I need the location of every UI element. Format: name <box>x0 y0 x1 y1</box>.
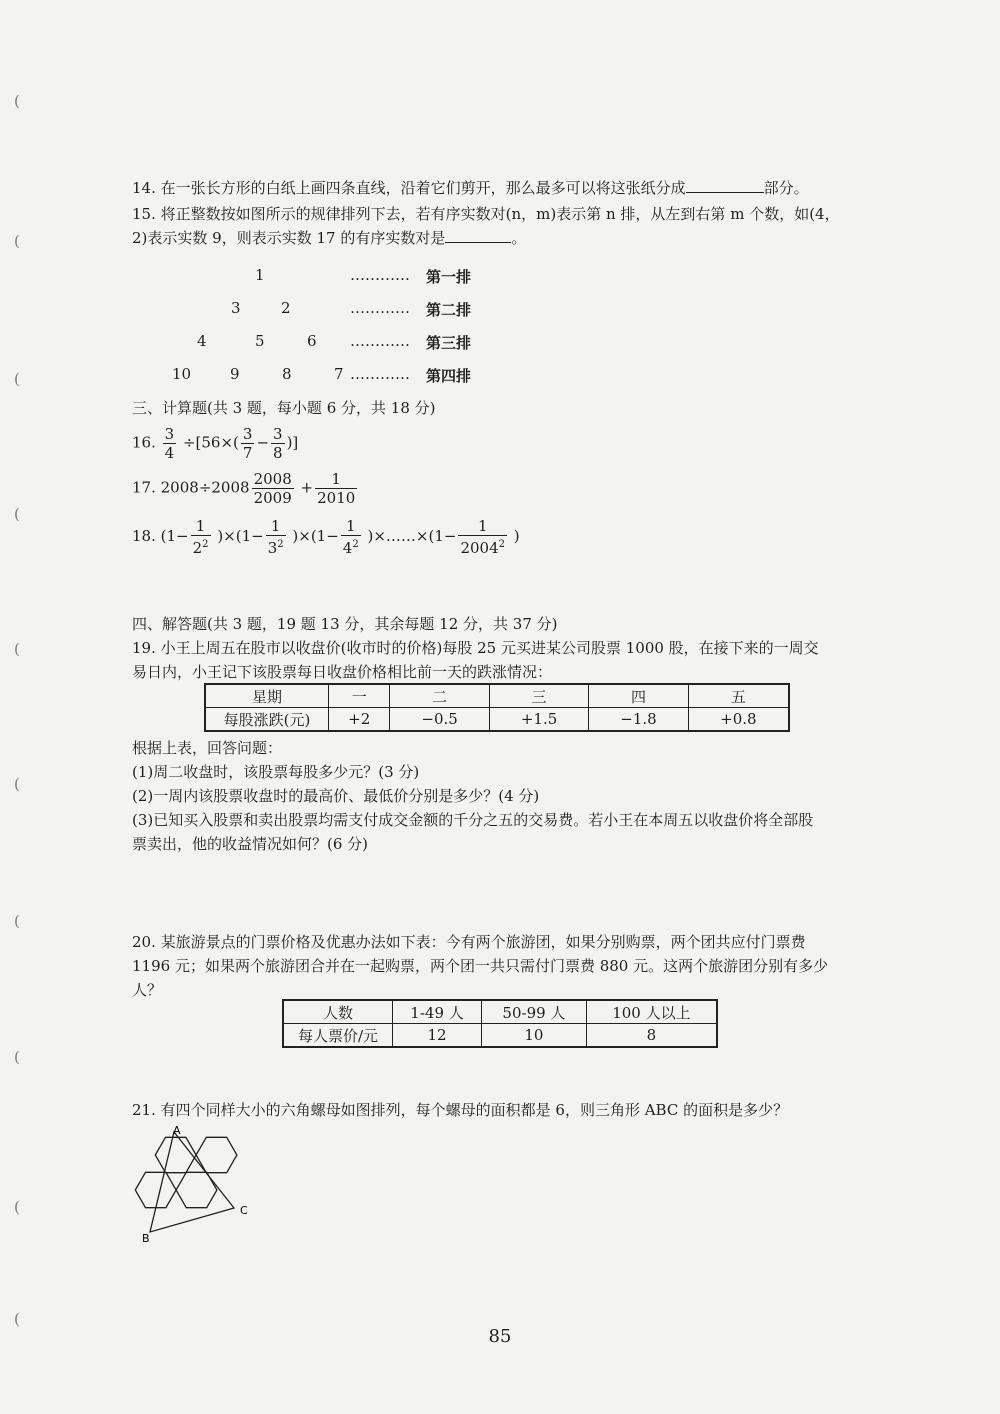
stock-change-table <box>204 683 790 732</box>
question-19-part2: (2)一周内该股票收盘时的最高价、最低价分别是多少？(4 分) <box>132 787 540 805</box>
question-16 <box>132 425 298 462</box>
section-heading-3: 三、计算题(共 3 题，每小题 6 分，共 18 分) <box>132 399 436 417</box>
table-header: 人数 <box>283 1000 393 1024</box>
question-text: 小王上周五在股市以收盘价(收市时的价格)每股 25 元买进某公司股票 1000 股，在接下来的一周交 <box>160 639 819 657</box>
math-text: )×……×(1− <box>367 527 457 545</box>
math-text: )×(1− <box>292 527 339 545</box>
fraction: $\frac{2008}{2009}$ <box>253 470 292 507</box>
question-number: 20. <box>132 933 156 951</box>
question-text: 某旅游景点的门票价格及优惠办法如下表：今有两个旅游团，如果分别购票，两个团共应付门票费 <box>160 933 806 951</box>
margin-mark: ( <box>14 1048 20 1066</box>
hexagon-nut <box>155 1137 196 1172</box>
question-15 <box>132 204 840 224</box>
question-number: 14. <box>132 179 156 197</box>
row-label: 第二排 <box>426 301 472 319</box>
question-text: 。 <box>511 229 527 247</box>
question-number: 18. <box>132 527 156 545</box>
table-header: 100 人以上 <box>586 1000 717 1024</box>
question-text: 在一张长方形的白纸上画四条直线，沿着它们剪开，那么最多可以将这张纸分成 <box>160 179 686 197</box>
table-header: 二 <box>390 684 489 708</box>
question-19-part3: (3)已知买入股票和卖出股票均需支付成交金额的千分之五的交易费。若小王在本周五以收盘价将全部股 <box>132 811 814 829</box>
question-number: 16. <box>132 433 156 452</box>
hexagon-nut <box>135 1172 176 1207</box>
triangle-number: 1 <box>255 266 265 284</box>
question-19 <box>132 638 819 658</box>
vertex-label-b: B <box>142 1232 150 1245</box>
row-leader-dots: ………… <box>350 266 410 284</box>
table-row <box>205 684 789 708</box>
fraction: $\frac{1}{3^2}$ <box>267 517 284 557</box>
math-text: − <box>256 433 270 452</box>
question-19-line2: 易日内，小王记下该股票每日收盘价格相比前一天的跌涨情况： <box>132 663 553 681</box>
table-header: 1-49 人 <box>393 1000 482 1024</box>
triangle-number: 4 <box>197 332 207 350</box>
triangle-number: 7 <box>334 365 344 383</box>
table-cell: +1.5 <box>489 708 588 732</box>
margin-mark: ( <box>14 912 20 930</box>
fraction: $\frac{3}{8}$ <box>273 425 283 462</box>
triangle-number: 9 <box>230 365 240 383</box>
section-heading-4: 四、解答题(共 3 题，19 题 13 分，其余每题 12 分，共 37 分) <box>132 615 558 633</box>
fraction: $\frac{1}{4^2}$ <box>342 517 359 557</box>
table-cell: 12 <box>393 1024 482 1048</box>
table-header: 三 <box>489 684 588 708</box>
table-row <box>283 1024 717 1048</box>
margin-mark: ( <box>14 1198 20 1216</box>
triangle-number: 8 <box>282 365 292 383</box>
table-cell: 每股涨跌(元) <box>205 708 329 732</box>
math-text: 2008÷2008 <box>160 478 250 497</box>
table-cell: −0.5 <box>390 708 489 732</box>
question-19-part3-cont: 票卖出，他的收益情况如何？(6 分) <box>132 835 369 853</box>
question-19-intro: 根据上表，回答问题： <box>132 739 283 757</box>
math-text: )×(1− <box>217 527 264 545</box>
question-text: 有四个同样大小的六角螺母如图排列，每个螺母的面积都是 6，则三角形 ABC 的面积是多少？ <box>160 1101 789 1119</box>
question-number: 17. <box>132 478 156 497</box>
question-21 <box>132 1100 788 1120</box>
margin-mark: ( <box>14 232 20 250</box>
row-leader-dots: ………… <box>350 332 410 350</box>
question-number: 15. <box>132 205 156 223</box>
triangle-number: 6 <box>307 332 317 350</box>
row-label: 第四排 <box>426 367 472 385</box>
question-20-line2: 1196 元；如果两个旅游团合并在一起购票，两个团一共只需付门票费 880 元。这两个旅游团分别有多少 <box>132 957 829 975</box>
vertex-label-c: C <box>240 1204 248 1217</box>
question-14 <box>132 178 809 198</box>
math-text: ) <box>513 527 520 545</box>
fraction: $\frac{1}{2010}$ <box>317 470 356 507</box>
table-header: 星期 <box>205 684 329 708</box>
table-header: 一 <box>329 684 390 708</box>
fraction: $\frac{3}{7}$ <box>242 425 253 462</box>
table-header: 50-99 人 <box>482 1000 587 1024</box>
vertex-label-a: A <box>173 1124 181 1137</box>
triangle-number: 2 <box>281 299 291 317</box>
math-text: (1− <box>160 527 189 545</box>
answer-blank <box>686 178 764 193</box>
table-header: 四 <box>589 684 688 708</box>
fraction: $\frac{3}{4}$ <box>164 425 175 462</box>
table-cell: 8 <box>586 1024 717 1048</box>
question-19-part1: (1)周二收盘时，该股票每股多少元？(3 分) <box>132 763 420 781</box>
answer-blank <box>445 228 511 243</box>
margin-mark: ( <box>14 1310 20 1328</box>
question-number: 19. <box>132 639 156 657</box>
table-cell: +0.8 <box>688 708 789 732</box>
table-cell: +2 <box>329 708 390 732</box>
triangle-number: 3 <box>231 299 241 317</box>
question-20-line3: 人？ <box>132 981 163 999</box>
question-20 <box>132 932 806 952</box>
triangle-number: 10 <box>172 365 192 383</box>
row-label: 第一排 <box>426 268 472 286</box>
math-text: )] <box>286 433 299 452</box>
page-number: 85 <box>488 1326 512 1347</box>
table-cell: 每人票价/元 <box>283 1024 393 1048</box>
question-text: 2)表示实数 9，则表示实数 17 的有序实数对是 <box>132 229 446 247</box>
margin-mark: ( <box>14 775 20 793</box>
fraction: $\frac{1}{2^2}$ <box>192 517 209 557</box>
question-17 <box>132 470 359 507</box>
math-text: ÷[56×( <box>182 433 239 452</box>
margin-mark: ( <box>14 640 20 658</box>
margin-mark: ( <box>14 92 20 110</box>
row-leader-dots: ………… <box>350 299 410 317</box>
question-15-line2 <box>132 228 526 248</box>
math-text: + <box>300 478 314 497</box>
margin-mark: ( <box>14 370 20 388</box>
question-18 <box>132 517 520 557</box>
ticket-price-table <box>282 999 718 1048</box>
fraction: $\frac{1}{2004^2}$ <box>460 517 506 557</box>
table-row <box>283 1000 717 1024</box>
table-row <box>205 708 789 732</box>
margin-mark: ( <box>14 505 20 523</box>
row-leader-dots: ………… <box>350 365 410 383</box>
table-cell: 10 <box>482 1024 587 1048</box>
table-header: 五 <box>688 684 789 708</box>
question-text: 将正整数按如图所示的规律排列下去，若有序实数对(n，m)表示第 n 排，从左到右第 m 个数，如(4， <box>160 205 840 223</box>
question-text: 部分。 <box>763 179 809 197</box>
hexagon-nuts-diagram <box>120 1120 270 1250</box>
triangle-number: 5 <box>255 332 265 350</box>
table-cell: −1.8 <box>589 708 688 732</box>
question-number: 21. <box>132 1101 156 1119</box>
row-label: 第三排 <box>426 334 472 352</box>
